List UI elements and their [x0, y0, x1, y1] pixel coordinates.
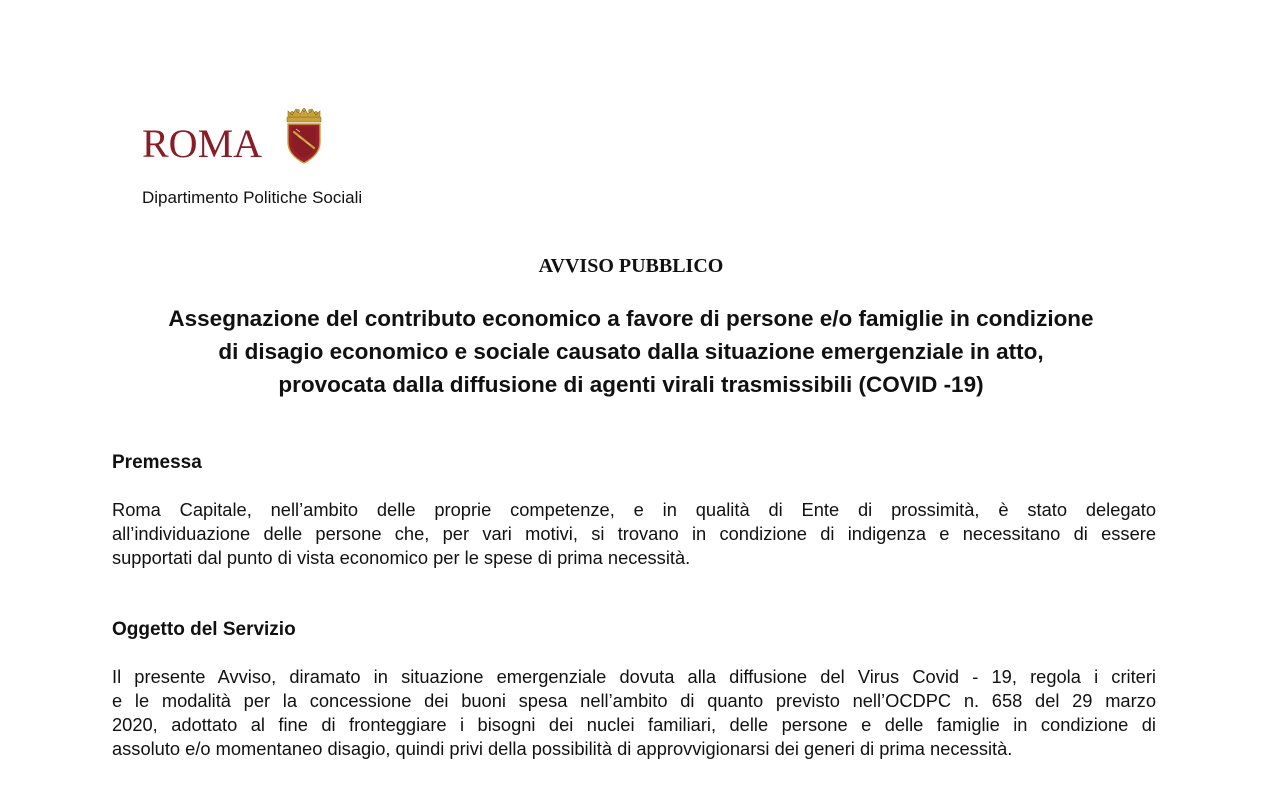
department-name: Dipartimento Politiche Sociali	[142, 188, 363, 207]
paragraph-line: e le modalità per la concessione dei buoni spesa nell’ambito di quanto previsto nell’OCDPC n. 658 del 29 marzo	[112, 690, 1156, 711]
paragraph-line: all’individuazione delle persone che, per vari motivi, si trovano in condizione di indigenza e necessitano di essere	[112, 523, 1156, 544]
notice-kind: AVVISO PUBBLICO	[538, 255, 724, 277]
paragraph-line: supportati dal punto di vista economico per le spese di prima necessità.	[112, 547, 691, 568]
logo	[142, 108, 324, 164]
notice-title-line: provocata dalla diffusione di agenti virali trasmissibili (COVID -19)	[278, 372, 984, 397]
section-heading-premessa: Premessa	[112, 452, 202, 473]
letterhead	[142, 108, 324, 164]
section-body-premessa	[112, 498, 1156, 570]
notice-title	[100, 302, 1162, 401]
rome-coat-of-arms-icon	[284, 108, 324, 164]
paragraph-line: Il presente Avviso, diramato in situazione emergenziale dovuta alla diffusione del Virus Covid - 19, regola i criteri	[112, 666, 1156, 687]
section-body-oggetto	[112, 665, 1156, 761]
paragraph-line: assoluto e/o momentaneo disagio, quindi privi della possibilità di approvvigionarsi dei generi di prima necessità.	[112, 738, 1013, 759]
paragraph-line: Roma Capitale, nell’ambito delle proprie competenze, e in qualità di Ente di prossimità, è stato delegato	[112, 499, 1156, 520]
notice-title-line: di disagio economico e sociale causato dalla situazione emergenziale in atto,	[218, 339, 1044, 364]
section-heading-oggetto: Oggetto del Servizio	[112, 619, 296, 640]
notice-title-line: Assegnazione del contributo economico a favore di persone e/o famiglie in condizione	[168, 306, 1094, 331]
paragraph-line: 2020, adottato al fine di fronteggiare i bisogni dei nuclei familiari, delle persone e delle famiglie in condizione di	[112, 714, 1156, 735]
logo-wordmark: ROMA	[142, 121, 263, 166]
